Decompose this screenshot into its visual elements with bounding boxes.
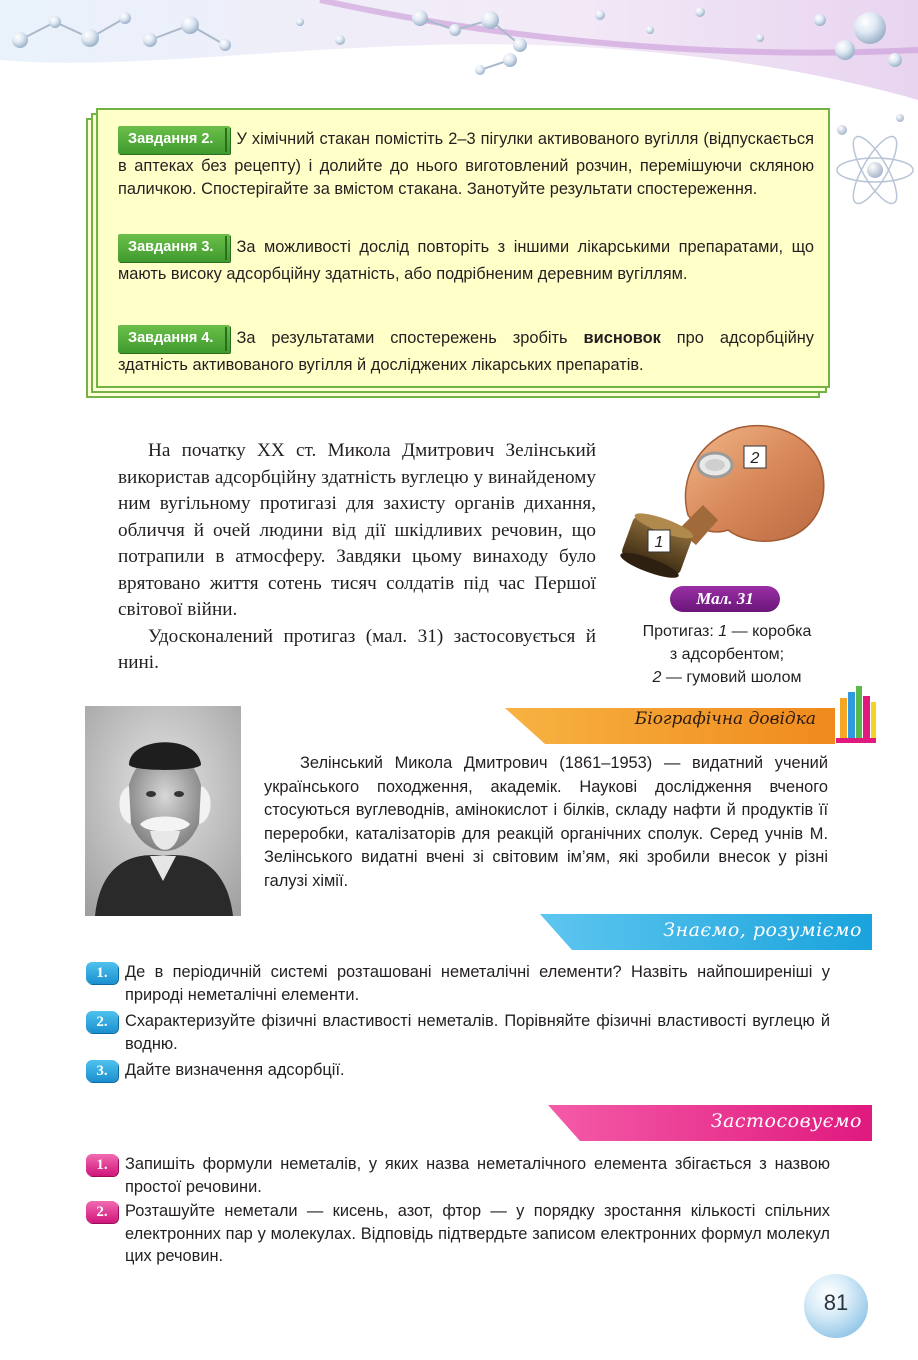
caption-text: — коробка: [727, 623, 812, 640]
biography-text: [264, 752, 828, 894]
paragraph: На початку XX ст. Микола Дмитрович Зелінський використав адсорбційну здатність вуглецю у винайденому ним вугільному протигазі для захисту органів дихання, обличчя й очей людини від дії шкідливих речовин, що потрапили в атмосферу. Завдяки цьому винаходу було врятовано життя сотень тисяч солдатів під час Першої світової війни.: [118, 440, 596, 620]
task-badge: Завдання 3.: [118, 234, 230, 262]
paragraph: Удосконалений протигаз (мал. 31) застосовується й нині.: [118, 625, 596, 673]
section-title: Знаємо, розуміємо: [663, 919, 862, 941]
question-number: 2.: [86, 1201, 118, 1223]
task-text: За можливості дослід повторіть з іншими лікарськими препаратами, що мають високу адсорбційну здатність, або подрібненим деревним вугіллям.: [118, 238, 814, 283]
question-number: 1.: [86, 962, 118, 984]
section-header-apply: [548, 1103, 872, 1143]
figure-marker-1: 1: [654, 534, 664, 551]
question-text: Запишіть формули неметалів, у яких назва неметалічного елемента збігається з назвою простої речовини.: [125, 1155, 830, 1196]
question-text: Схарактеризуйте фізичні властивості неметалів. Порівняйте фізичні властивості вуглецю й водню.: [125, 1012, 830, 1053]
question-number: 2.: [86, 1011, 118, 1033]
figure-caption: [612, 620, 842, 689]
gas-mask-illustration: [618, 420, 828, 580]
zelinsky-portrait-photo: [85, 706, 241, 916]
books-icon: [834, 684, 878, 744]
task-badge: Завдання 4.: [118, 325, 230, 353]
figure-label: Мал. 31: [670, 586, 780, 612]
page-number: 81: [823, 1290, 849, 1315]
task-text: У хімічний стакан помістіть 2–3 пігулки активованого вугілля (відпускається в аптеках без рецепту) і долийте до нього виготовлений розчин, перемішуючи скляною паличкою. Спостерігайте за вмістом стакана. Занотуйте результати спостереження.: [118, 130, 814, 198]
caption-text: — гумовий шолом: [661, 669, 802, 686]
task-text: За результатами спостережень зробіть: [236, 329, 584, 347]
task-3: [118, 235, 814, 286]
main-text: [118, 438, 596, 677]
list-item: [86, 1153, 830, 1198]
task-4: [118, 326, 814, 377]
list-item: [86, 1010, 830, 1055]
question-text: Розташуйте неметали — кисень, азот, фтор — у порядку зростання кількості спільних електронних пар у молекулах. Відповідь підтвердьте записом електронних формул молекул цих речовин.: [125, 1202, 830, 1265]
task-text: про адсорбційну здатність активованого вугілля й досліджених лікарських препаратів.: [118, 329, 814, 374]
question-text: Де в періодичній системі розташовані неметалічні елементи? Назвіть найпоширеніші у природі неметалічні елементи.: [125, 963, 830, 1004]
question-number: 3.: [86, 1060, 118, 1082]
question-text: Дайте визначення адсорбції.: [125, 1061, 345, 1079]
paragraph: Зелінський Микола Дмитрович (1861–1953) — видатний учений українського походження, академік. Наукові дослідження вченого стосуються вуглеводнів, амінокислот і білків, складу нафти й продуктів її переробки, каталізаторів для реакцій органічних сполук. Серед учнів М. Зелінського видатні вчені зі світовим ім’ям, які зробили внесок у різні галузі хімії.: [264, 754, 828, 890]
caption-text: з адсорбентом;: [669, 646, 785, 663]
section-title: Застосовуємо: [710, 1110, 862, 1132]
task-text-bold: висновок: [583, 329, 661, 347]
caption-text: Протигаз:: [642, 623, 719, 640]
figure-marker-2: 2: [750, 450, 760, 467]
question-number: 1.: [86, 1154, 118, 1176]
task-2: [118, 127, 814, 202]
list-item: [86, 1059, 830, 1082]
task-badge: Завдання 2.: [118, 126, 230, 154]
caption-num: 2: [652, 669, 662, 686]
list-item: [86, 1200, 830, 1268]
section-header-know: [540, 912, 872, 952]
header-molecule-banner: [0, 0, 918, 110]
atom-decoration-icon: [830, 110, 918, 220]
biography-title: Біографічна довідка: [634, 709, 816, 729]
list-item: [86, 961, 830, 1006]
caption-num: 1: [718, 623, 728, 640]
